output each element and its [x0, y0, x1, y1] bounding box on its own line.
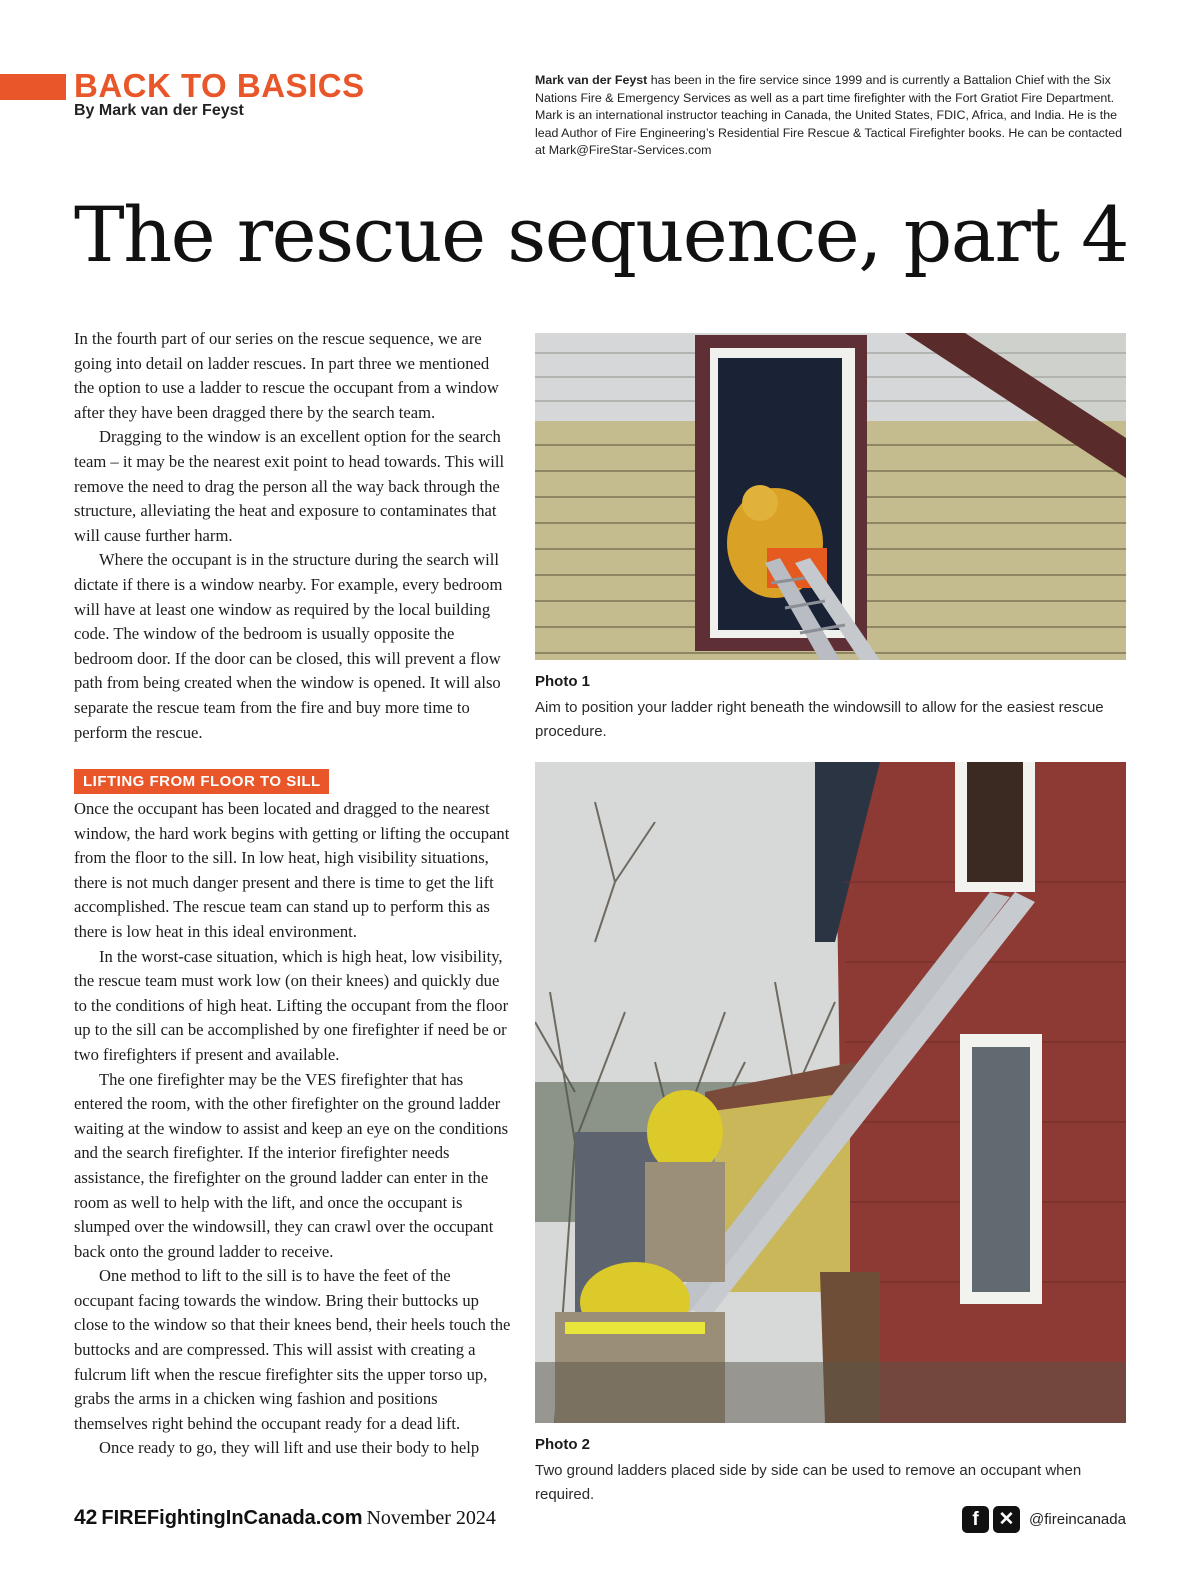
section-accent-bar	[0, 74, 66, 100]
paragraph: Dragging to the window is an excellent option for the search team – it may be the nearest exit point to head towards. This will remove the need to drag the person all the way back through the structure, alleviating the heat and exposure to contaminates that will cause further harm.	[74, 427, 505, 545]
author-bio	[535, 72, 1125, 160]
paragraph: One method to lift to the sill is to have the feet of the occupant facing towards the window. Bring their buttocks up close to the window so that their knees bend, their heels touch the buttocks and are compressed. This will assist with creating a fulcrum lift when the rescue firefighter sits the upper torso up, grabs the arms in a chicken wing fashion and positions themselves right behind the occupant ready for a dead lift.	[74, 1266, 511, 1433]
facebook-icon[interactable]: f	[962, 1506, 989, 1533]
section-column	[74, 797, 512, 1461]
photo-1-caption: Aim to position your ladder right beneath the windowsill to allow for the easiest rescue procedure.	[535, 699, 1104, 740]
photo-2-image	[535, 762, 1126, 1423]
photo-2-caption: Two ground ladders placed side by side can be used to remove an occupant when required.	[535, 1462, 1082, 1503]
paragraph: Once the occupant has been located and dragged to the nearest window, the hard work begins with getting or lifting the occupant from the floor to the sill. In low heat, high visibility situations, there is not much danger present and there is time to get the lift accomplished. The rescue team can stand up to perform this as there is low heat in this ideal environment.	[74, 799, 510, 941]
photo-2-label: Photo 2	[535, 1436, 590, 1453]
section-subhead: LIFTING FROM FLOOR TO SILL	[74, 769, 329, 794]
paragraph: In the fourth part of our series on the rescue sequence, we are going into detail on ladder rescues. In part three we mentioned the option to use a ladder to rescue the occupant from a window after they have been dragged there by the search team.	[74, 329, 499, 422]
footer-left	[74, 1506, 496, 1530]
byline: By Mark van der Feyst	[74, 102, 244, 119]
issue-date: November 2024	[366, 1507, 496, 1529]
section-title: BACK TO BASICS	[74, 67, 365, 104]
x-icon[interactable]: ✕	[993, 1506, 1020, 1533]
paragraph: In the worst-case situation, which is high heat, low visibility, the rescue team must work low (on their knees) and quickly due to the conditions of high heat. Lifting the occupant from the floor up to the sill can be accomplished by one firefighter if need be or two firefighters if present and available.	[74, 946, 509, 1064]
author-bio-text: has been in the fire service since 1999 and is currently a Battalion Chief with the Six Nations Fire & Emergency Services as well as a part time firefighter with the Fort Gratiot Fire Department. Mark is an international instructor teaching in Canada, the United States, FDIC, Africa, and India. He is the lead Author of Fire Engineering’s Residential Fire Rescue & Tactical Firefighter books. He can be contacted at Mark@FireStar-Services.com	[535, 73, 1123, 158]
paragraph: Once ready to go, they will lift and use their body to help	[99, 1438, 480, 1458]
photo-1-label: Photo 1	[535, 673, 590, 690]
intro-column	[74, 327, 512, 745]
photo-1-image	[535, 333, 1126, 660]
social-handle: @fireincanada	[1029, 1511, 1126, 1528]
page-number: 42	[74, 1506, 98, 1529]
site-name: FIREFightingInCanada.com	[101, 1507, 363, 1529]
paragraph: Where the occupant is in the structure during the search will dictate if there is a window nearby. For example, every bedroom will have at least one window as required by the local building code. The window of the bedroom is usually opposite the bedroom door. If the door can be closed, this will prevent a flow path from being created when the window is opened. It will also separate the rescue team from the fire and buy more time to perform the rescue.	[74, 550, 503, 742]
social-links	[962, 1506, 1126, 1533]
author-name: Mark van der Feyst	[535, 73, 648, 87]
paragraph: The one firefighter may be the VES firefighter that has entered the room, with the other firefighter on the ground ladder waiting at the window to assist and keep an eye on the conditions and the search firefighter. If the interior firefighter needs assistance, the firefighter on the ground ladder can enter in the room as well to help with the lift, and once the occupant is slumped over the windowsill, they can crawl over the occupant back onto the ground ladder to receive.	[74, 1069, 509, 1261]
article-headline: The rescue sequence, part 4	[74, 190, 1128, 279]
